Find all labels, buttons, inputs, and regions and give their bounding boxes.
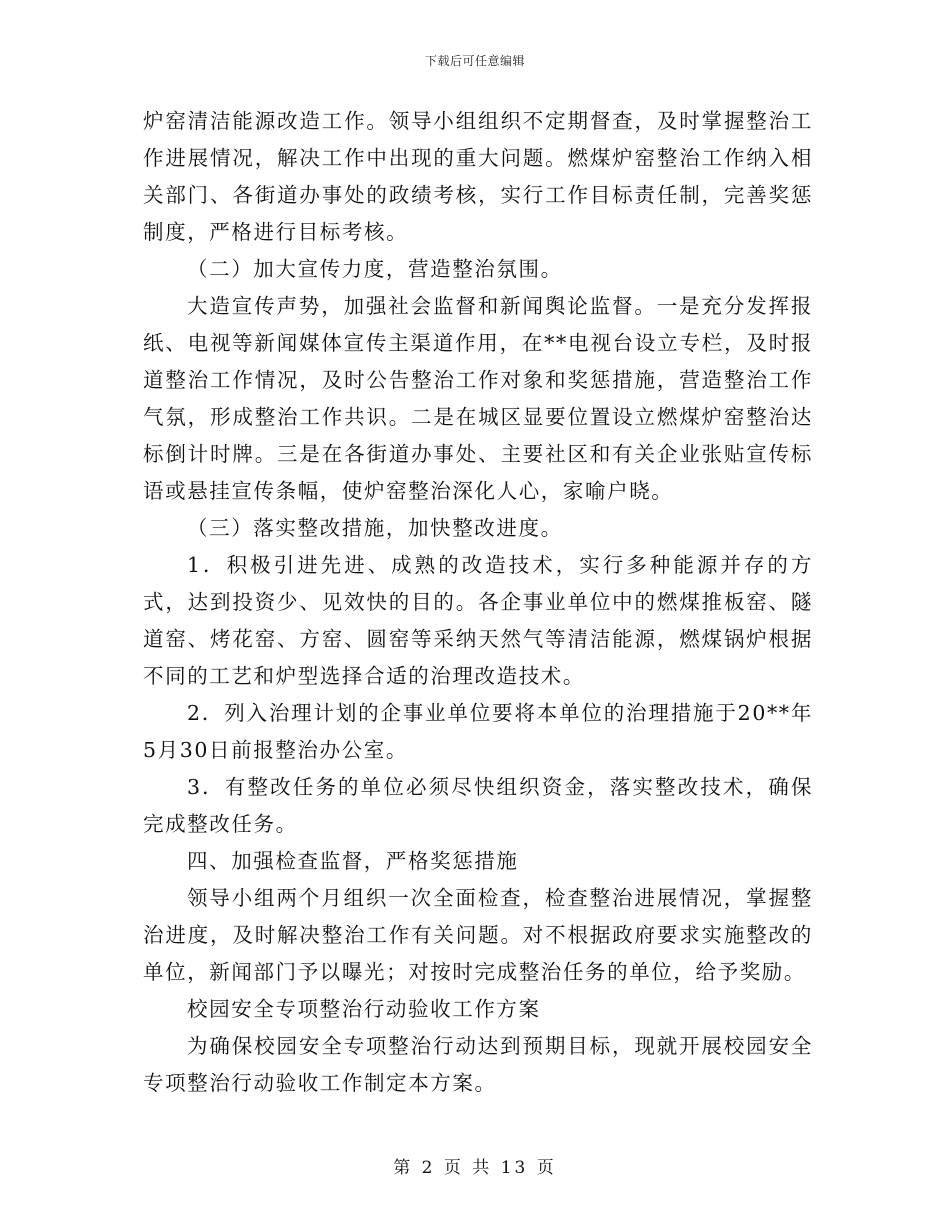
paragraph: 大造宣传声势，加强社会监督和新闻舆论监督。一是充分发挥报纸、电视等新闻媒体宣传主渠道作用，在**电视台设立专栏，及时报道整治工作情况，及时公告整治工作对象和奖惩措施，营造整治工作气氛，形成整治工作共识。二是在城区显要位置设立燃煤炉窑整治达标倒计时牌。三是在各街道办事处、主要社区和有关企业张贴宣传标语或悬挂宣传条幅，使炉窑整治深化人心，家喻户晓。: [143, 294, 813, 503]
page-number: 第 2 页 共 13 页: [393, 1158, 557, 1178]
page-header: 下载后可任意编辑: [424, 54, 525, 68]
paragraph: 为确保校园安全专项整治行动达到预期目标，现就开展校园安全专项整治行动验收工作制定本方案。: [143, 1034, 813, 1095]
section-heading: （二）加大宣传力度，营造整治氛围。: [187, 257, 563, 281]
section-heading: （三）落实整改措施，加快整改进度。: [187, 516, 563, 540]
numbered-paragraph: 3．有整改任务的单位必须尽快组织资金，落实整改技术，确保完成整改任务。: [143, 775, 813, 836]
paragraph: 领导小组两个月组织一次全面检查，检查整治进展情况，掌握整治进度，及时解决整治工作有关问题。对不根据政府要求实施整改的单位，新闻部门予以曝光；对按时完成整治任务的单位，给予奖励。: [143, 886, 813, 984]
document-title: 校园安全专项整治行动验收工作方案: [187, 997, 541, 1021]
document-body: [143, 103, 813, 1102]
numbered-paragraph: 1．积极引进先进、成熟的改造技术，实行多种能源并存的方式，达到投资少、见效快的目的。各企事业单位中的燃煤推板窑、隧道窑、烤花窑、方窑、圆窑等采纳天然气等清洁能源，燃煤锅炉根据不同的工艺和炉型选择合适的治理改造技术。: [143, 553, 813, 688]
numbered-paragraph: 2．列入治理计划的企事业单位要将本单位的治理措施于20**年5月30日前报整治办公室。: [143, 701, 813, 762]
section-heading: 四、加强检查监督，严格奖惩措施: [187, 849, 519, 873]
paragraph: 炉窑清洁能源改造工作。领导小组组织不定期督查，及时掌握整治工作进展情况，解决工作中出现的重大问题。燃煤炉窑整治工作纳入相关部门、各街道办事处的政绩考核，实行工作目标责任制，完善奖惩制度，严格进行目标考核。: [143, 109, 813, 244]
